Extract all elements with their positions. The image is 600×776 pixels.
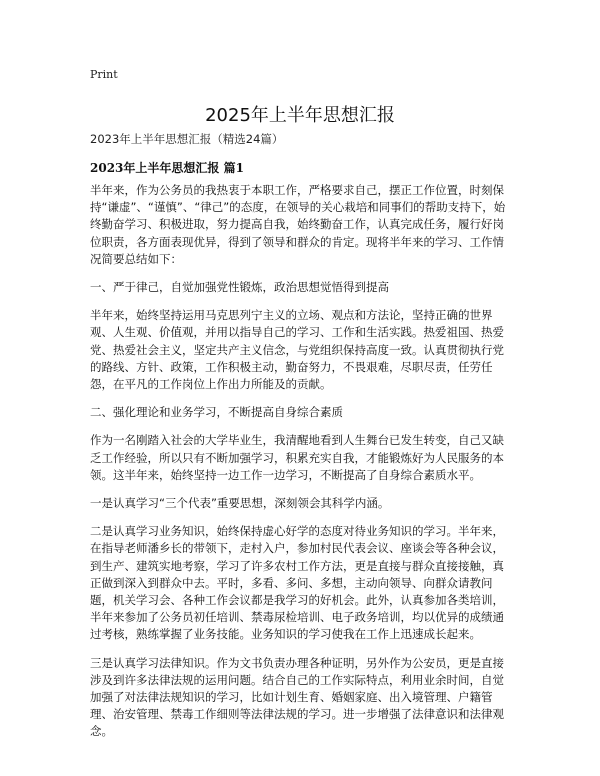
- section-heading-1: 一、严于律己，自觉加强党性锻炼，政治思想觉悟得到提高: [90, 280, 389, 295]
- body-paragraph: 半年来，始终坚持运用马克思列宁主义的立场、观点和方法论，坚持正确的世界观、人生观、价值观，并用以指导自己的学习、工作和生活实践。热爱祖国、热爱党、热爱社会主义，坚定共产主义信念，与党组织保持高度一致。认真贯彻执行党的路线、方针、政策，工作积极主动，勤奋努力，不畏艰难，尽职尽责，任劳任怨，在平凡的工作岗位上作出力所能及的贡献。: [90, 308, 504, 392]
- print-link[interactable]: Print: [90, 68, 118, 81]
- article-body: [90, 182, 514, 752]
- body-paragraph: 作为一名刚踏入社会的大学毕业生，我清醒地看到人生舞台已发生转变，自己又缺乏工作经验，所以只有不断加强学习，积累充实自我，才能锻炼好为人民服务的本领。这半年来，始终坚持一边工作一边学习，不断提高了自身综合素质水平。: [90, 433, 504, 482]
- body-paragraph: 二是认真学习业务知识，始终保持虚心好学的态度对待业务知识的学习。半年来，在指导老师潘乡长的带领下，走村入户，参加村民代表会议、座谈会等各种会议，到生产、建筑实地考察，学习了许多农村工作方法，更是直接与群众直接接触，真正做到深入到群众中去。平时，多看、多问、多想，主动向领导、向群众请教问题，机关学习会、各种工作会议都是我学习的好机会。此外，认真参加各类培训，半年来参加了公务员初任培训、禁毒尿检培训、电子政务培训，均以优异的成绩通过考核，熟练掌握了业务技能。业务知识的学习使我在工作上迅速成长起来。: [90, 524, 504, 642]
- section-title: 2023年上半年思想汇报 篇1: [90, 161, 244, 175]
- page-title: 2025年上半年思想汇报: [205, 105, 395, 126]
- section-heading-2: 二、强化理论和业务学习，不断提高自身综合素质: [90, 405, 343, 420]
- body-paragraph: 三是认真学习法律知识。作为文书负责办理各种证明，另外作为公安员，更是直接涉及到许多法律法规的运用问题。结合自己的工作实际特点，利用业余时间，自觉加强了对法律法规知识的学习，比如计划生育、婚姻家庭、出入境管理、户籍管理、治安管理、禁毒工作细则等法律法规的学习。进一步增强了法律意识和法律观念。: [90, 655, 504, 739]
- document-subtitle: 2023年上半年思想汇报（精选24篇）: [90, 132, 284, 146]
- intro-paragraph: 半年来，作为公务员的我热衷于本职工作，严格要求自己，摆正工作位置，时刻保持“谦虚”、“谨慎”、“律己”的态度，在领导的关心栽培和同事们的帮助支持下，始终勤奋学习、积极进取，努力提高自我，始终勤奋工作，认真完成任务，履行好岗位职责，各方面表现优异，得到了领导和群众的肯定。现将半年来的学习、工作情况简要总结如下：: [90, 183, 506, 266]
- body-paragraph: 一是认真学习“三个代表”重要思想，深刻领会其科学内涵。: [90, 496, 390, 511]
